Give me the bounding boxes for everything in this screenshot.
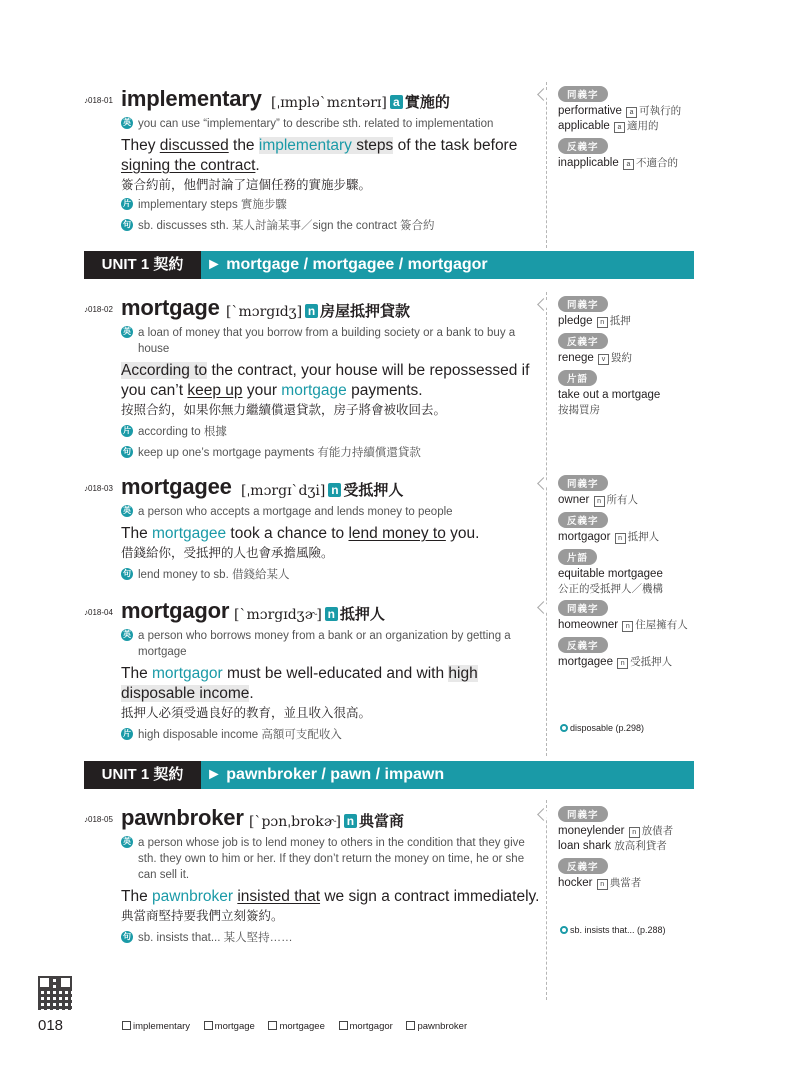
sentence-pattern-icon: 句	[123, 447, 131, 456]
chinese-meaning: 房屋抵押貸款	[320, 303, 411, 320]
chinese-meaning: 受抵押人	[343, 482, 404, 499]
english-definition-icon: 英	[123, 837, 131, 846]
antonym-tag: 反義字	[558, 858, 608, 874]
phonetic: [ˌɪmplə`mɛntərɪ]	[271, 95, 387, 111]
phrase-icon: 片	[123, 426, 131, 435]
phrase-tag: 片語	[558, 370, 597, 386]
phonetic: [`mɔrgɪdʒ]	[226, 304, 303, 320]
entry-mortgagee	[84, 474, 540, 583]
phrase-note: high disposable income 高額可支配收入	[138, 729, 342, 741]
checkbox-icon	[268, 1021, 277, 1030]
side-panel	[558, 292, 738, 418]
synonym-row: performative a 可執行的	[558, 105, 682, 117]
headword: mortgagor	[121, 598, 230, 623]
unit-label: UNIT 1 契約	[84, 761, 201, 789]
antonym-row: inapplicable a 不適合的	[558, 157, 678, 169]
part-of-speech-badge: n	[325, 607, 338, 621]
antonym-row: mortgagee n 受抵押人	[558, 656, 673, 668]
synonym-row: homeowner n 住屋擁有人	[558, 619, 688, 631]
antonym-row: mortgagor n 抵押人	[558, 531, 660, 543]
antonym-row: renege v 毀約	[558, 352, 633, 364]
synonym-tag: 同義字	[558, 475, 608, 491]
column-divider	[546, 292, 547, 756]
phrase-icon: 片	[123, 199, 131, 208]
antonym-row: hocker n 典當者	[558, 877, 642, 889]
unit-banner	[84, 761, 694, 789]
phonetic: [`pɔnˌbrokɚ]	[249, 814, 341, 830]
phrase-tag: 片語	[558, 549, 597, 565]
example-sentence: They discussed the implementary steps of the task before signing the contract.	[121, 137, 518, 174]
entry-pawnbroker	[84, 805, 540, 946]
side-panel	[558, 596, 738, 670]
entry-implementary	[84, 86, 540, 234]
english-definition: you can use “implementary” to describe sth. related to implementation	[138, 118, 494, 130]
sentence-pattern-note: sb. discusses sth. 某人討論某事／sign the contract 簽合約	[138, 220, 435, 232]
checklist-item[interactable]: implementary	[122, 1021, 190, 1032]
phrase-row: take out a mortgage	[558, 389, 661, 401]
side-panel	[558, 82, 738, 171]
unit-banner	[84, 251, 694, 279]
headword: mortgage	[121, 295, 220, 320]
qr-code-icon[interactable]	[38, 976, 72, 1010]
example-translation: 借錢給你，受抵押的人也會承擔風險。	[121, 546, 334, 560]
phonetic: [`mɔrgɪdʒɚ]	[234, 607, 322, 623]
entry-mortgagor	[84, 598, 540, 743]
english-definition-icon: 英	[123, 327, 131, 336]
antonym-tag: 反義字	[558, 637, 608, 653]
synonym-tag: 同義字	[558, 600, 608, 616]
antonym-tag: 反義字	[558, 512, 608, 528]
english-definition: a loan of money that you borrow from a building society or a bank to buy a house	[138, 327, 516, 355]
audio-track-code[interactable]: ♪018-01	[84, 96, 113, 105]
phrase-row: equitable mortgagee	[558, 568, 663, 580]
example-sentence: The mortgagee took a chance to lend money to you.	[121, 525, 480, 542]
side-panel	[558, 802, 738, 891]
part-of-speech-badge: n	[344, 814, 357, 828]
example-translation: 抵押人必須受過良好的教育，並且收入很高。	[121, 706, 372, 720]
phrase-icon: 片	[123, 729, 131, 738]
english-definition: a person who accepts a mortgage and lends money to people	[138, 506, 453, 518]
antonym-tag: 反義字	[558, 138, 608, 154]
synonym-row: loan shark 放高利貸者	[558, 840, 667, 852]
synonym-row: pledge n 抵押	[558, 315, 631, 327]
example-sentence: According to the contract, your house will be repossessed if you can’t keep up your mortgage payments.	[121, 362, 530, 399]
unit-title: ► pawnbroker / pawn / impawn	[206, 766, 445, 783]
audio-track-code[interactable]: ♪018-02	[84, 305, 113, 314]
phrase-row-translation: 按揭買房	[558, 404, 600, 416]
example-translation: 簽合約前，他們討論了這個任務的實施步驟。	[121, 178, 372, 192]
entry-mortgage	[84, 295, 540, 461]
example-translation: 按照合約，如果你無力繼續償還貸款，房子將會被收回去。	[121, 403, 447, 417]
chinese-meaning: 抵押人	[339, 606, 385, 623]
sentence-pattern-note: sb. insists that... 某人堅持……	[138, 932, 293, 944]
phrase-note: implementary steps 實施步驟	[138, 199, 287, 211]
part-of-speech-badge: n	[305, 304, 318, 318]
chinese-meaning: 典當商	[358, 813, 404, 830]
part-of-speech-badge: n	[328, 483, 341, 497]
phonetic: [ˌmɔrgɪ`dʒi]	[241, 483, 326, 499]
part-of-speech-badge: a	[390, 95, 403, 109]
example-translation: 典當商堅持要我們立刻簽約。	[121, 909, 284, 923]
headword: pawnbroker	[121, 805, 244, 830]
sentence-pattern-icon: 句	[123, 220, 131, 229]
review-checklist	[122, 1021, 478, 1032]
english-definition-icon: 英	[123, 630, 131, 639]
sentence-pattern-icon: 句	[123, 569, 131, 578]
antonym-tag: 反義字	[558, 333, 608, 349]
audio-track-code[interactable]: ♪018-05	[84, 815, 113, 824]
english-definition: a person who borrows money from a bank or an organization by getting a mortgage	[138, 630, 511, 658]
synonym-tag: 同義字	[558, 806, 608, 822]
example-sentence: The mortgagor must be well-educated and with high disposable income.	[121, 665, 478, 702]
synonym-row: applicable a 適用的	[558, 120, 659, 132]
checklist-item[interactable]: mortgagee	[268, 1021, 324, 1032]
page-number: 018	[38, 1017, 64, 1034]
checklist-item[interactable]: pawnbroker	[406, 1021, 467, 1032]
headword: implementary	[121, 86, 262, 111]
column-divider	[546, 82, 547, 248]
checkbox-icon	[339, 1021, 348, 1030]
sentence-pattern-note: keep up one’s mortgage payments 有能力持續償還貸款	[138, 447, 421, 459]
reference-arrow-icon	[560, 926, 568, 934]
sentence-pattern-icon: 句	[123, 932, 131, 941]
sentence-pattern-note: lend money to sb. 借錢給某人	[138, 569, 290, 581]
example-sentence: The pawnbroker insisted that we sign a contract immediately.	[121, 888, 540, 905]
synonym-row: owner n 所有人	[558, 494, 639, 506]
audio-track-code[interactable]: ♪018-04	[84, 608, 113, 617]
checkbox-icon	[204, 1021, 213, 1030]
phrase-note: according to 根據	[138, 426, 227, 438]
unit-title: ► mortgage / mortgagee / mortgagor	[206, 256, 488, 273]
reference-arrow-icon	[560, 724, 568, 732]
headword: mortgagee	[121, 474, 232, 499]
checkbox-icon	[406, 1021, 415, 1030]
phrase-row-translation: 公正的受抵押人／機構	[558, 583, 663, 595]
chinese-meaning: 實施的	[404, 94, 450, 111]
english-definition: a person whose job is to lend money to others in the condition that they give sth. they own to him or her. If they don’t return the money on time, he or she can sell it.	[138, 837, 525, 881]
synonym-tag: 同義字	[558, 296, 608, 312]
checkbox-icon	[122, 1021, 131, 1030]
audio-track-code[interactable]: ♪018-03	[84, 484, 113, 493]
synonym-tag: 同義字	[558, 86, 608, 102]
side-panel	[558, 471, 738, 597]
cross-reference-link[interactable]: sb. insists that... (p.288)	[560, 925, 666, 935]
checklist-item[interactable]: mortgagor	[339, 1021, 393, 1032]
column-divider	[546, 800, 547, 1000]
english-definition-icon: 英	[123, 118, 131, 127]
checklist-item[interactable]: mortgage	[204, 1021, 255, 1032]
cross-reference-link[interactable]: disposable (p.298)	[560, 723, 644, 733]
unit-label: UNIT 1 契約	[84, 251, 201, 279]
synonym-row: moneylender n 放債者	[558, 825, 674, 837]
english-definition-icon: 英	[123, 506, 131, 515]
